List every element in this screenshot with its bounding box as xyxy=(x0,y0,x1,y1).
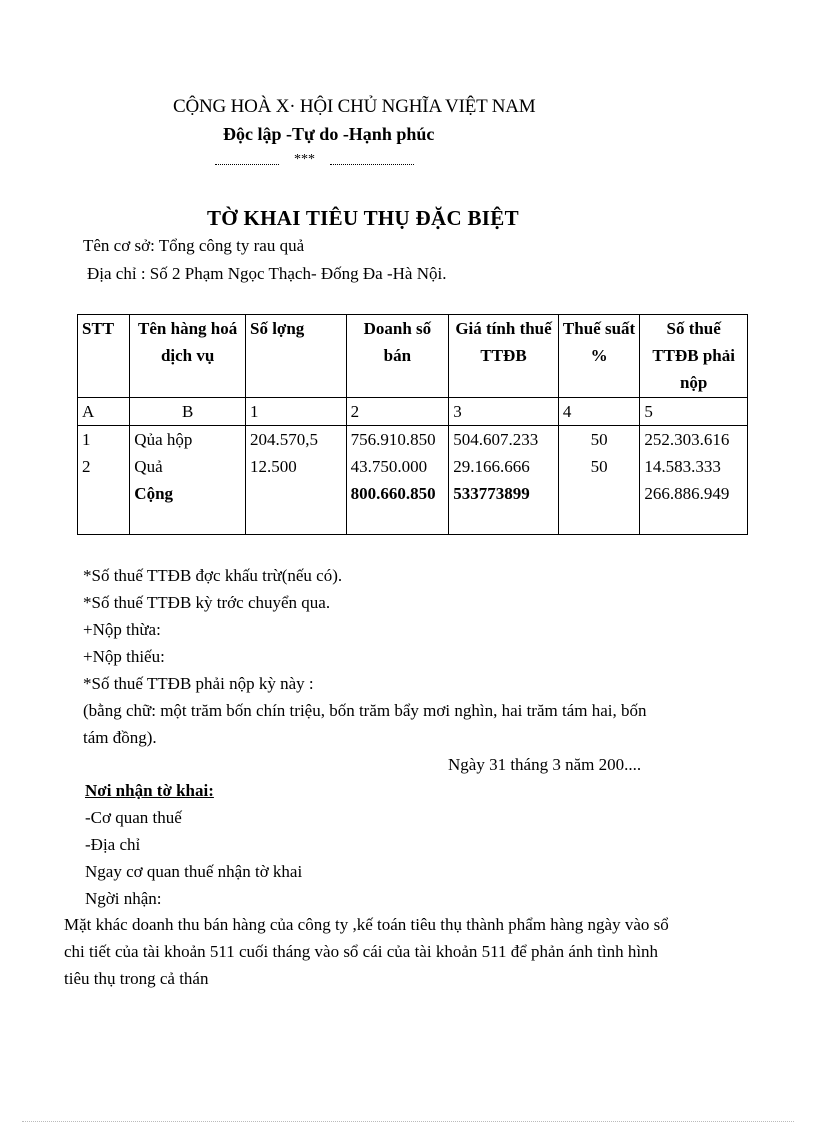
quantity-value: 204.570,5 xyxy=(249,430,318,449)
note-line: *Số thuế TTĐB phải nộp kỳ này : xyxy=(83,674,314,693)
index-cell: B xyxy=(130,398,246,426)
rate-cell xyxy=(558,426,639,535)
receiver-line: -Địa chỉ xyxy=(85,835,141,854)
stt-value: 2 xyxy=(82,457,91,476)
separator-stars: *** xyxy=(294,152,315,167)
tax-declaration-table xyxy=(77,314,748,535)
page-bottom-rule xyxy=(22,1121,794,1122)
taxable-value: 504.607.233 xyxy=(453,430,539,449)
rate-value: 50 xyxy=(590,457,608,476)
receiver-line: Ngay cơ quan thuế nhận tờ khai xyxy=(85,862,303,881)
note-line: +Nộp thừa: xyxy=(83,620,161,639)
quantity-cell xyxy=(245,426,346,535)
index-cell: 2 xyxy=(346,398,449,426)
paragraph-line: Mặt khác doanh thu bán hàng của công ty ,kế toán tiêu thụ thành phẩm hàng ngày vào sổ xyxy=(64,915,669,934)
stt-cell xyxy=(78,426,130,535)
goods-cell xyxy=(130,426,246,535)
note-line: +Nộp thiếu: xyxy=(83,647,165,666)
note-line: tám đồng). xyxy=(83,728,157,747)
col-header-taxable-price: Giá tính thuế TTĐB xyxy=(449,315,559,398)
national-motto: Độc lập -Tự do -Hạnh phúc xyxy=(223,124,435,144)
col-header-goods: Tên hàng hoá dịch vụ xyxy=(130,315,246,398)
receiver-line: -Cơ quan thuế xyxy=(85,808,182,827)
quantity-value: 12.500 xyxy=(249,457,297,476)
country-name: CỘNG HOÀ X· HỘI CHỦ NGHĨA VIỆT NAM xyxy=(173,96,536,117)
date-line: Ngày 31 tháng 3 năm 200.... xyxy=(448,755,642,774)
paragraph-line: tiêu thụ trong cả thán xyxy=(64,969,209,988)
total-tax: 266.886.949 xyxy=(644,484,730,503)
goods-name: Quả xyxy=(134,457,163,476)
col-header-tax-rate: Thuế suất % xyxy=(558,315,639,398)
receiver-line: Ngời nhận: xyxy=(85,889,162,908)
table-header-row xyxy=(78,315,748,398)
total-label: Cộng xyxy=(134,484,174,503)
note-line: *Số thuế TTĐB đợc khấu trừ(nếu có). xyxy=(83,566,343,585)
goods-name: Qủa hộp xyxy=(134,430,193,449)
col-header-revenue: Doanh số bán xyxy=(346,315,449,398)
tax-value: 252.303.616 xyxy=(644,430,730,449)
document-title: TỜ KHAI TIÊU THỤ ĐẶC BIỆT xyxy=(207,206,519,230)
taxable-cell xyxy=(449,426,559,535)
tax-value: 14.583.333 xyxy=(644,457,721,476)
dotted-rule-left xyxy=(215,154,279,165)
index-cell: 5 xyxy=(640,398,748,426)
table-row xyxy=(78,426,748,535)
rate-value: 50 xyxy=(590,430,608,449)
col-header-tax-payable: Số thuế TTĐB phải nộp xyxy=(640,315,748,398)
index-cell: A xyxy=(78,398,130,426)
note-line: *Số thuế TTĐB kỳ trớc chuyển qua. xyxy=(83,593,331,612)
total-revenue: 800.660.850 xyxy=(350,484,436,503)
entity-name: Tên cơ sở: Tổng công ty rau quả xyxy=(83,236,305,255)
index-cell: 1 xyxy=(245,398,346,426)
index-cell: 4 xyxy=(558,398,639,426)
revenue-value: 756.910.850 xyxy=(350,430,436,449)
tax-cell xyxy=(640,426,748,535)
paragraph-line: chi tiết của tài khoản 511 cuối tháng vào sổ cái của tài khoản 511 để phản ánh tình hình xyxy=(64,942,659,961)
taxable-value: 29.166.666 xyxy=(453,457,530,476)
col-header-stt: STT xyxy=(78,315,130,398)
receiver-title: Nơi nhận tờ khai: xyxy=(85,781,214,800)
note-line: (bằng chữ: một trăm bốn chín triệu, bốn trăm bẩy mơi nghìn, hai trăm tám hai, bốn xyxy=(83,701,647,720)
table-index-row xyxy=(78,398,748,426)
total-taxable: 533773899 xyxy=(453,484,530,503)
header-separator xyxy=(215,152,414,168)
entity-address: Địa chỉ : Số 2 Phạm Ngọc Thạch- Đống Đa -Hà Nội. xyxy=(87,264,447,283)
stt-value: 1 xyxy=(82,430,91,449)
col-header-quantity: Số lợng xyxy=(245,315,346,398)
dotted-rule-right xyxy=(330,154,414,165)
index-cell: 3 xyxy=(449,398,559,426)
revenue-value: 43.750.000 xyxy=(350,457,428,476)
revenue-cell xyxy=(346,426,449,535)
